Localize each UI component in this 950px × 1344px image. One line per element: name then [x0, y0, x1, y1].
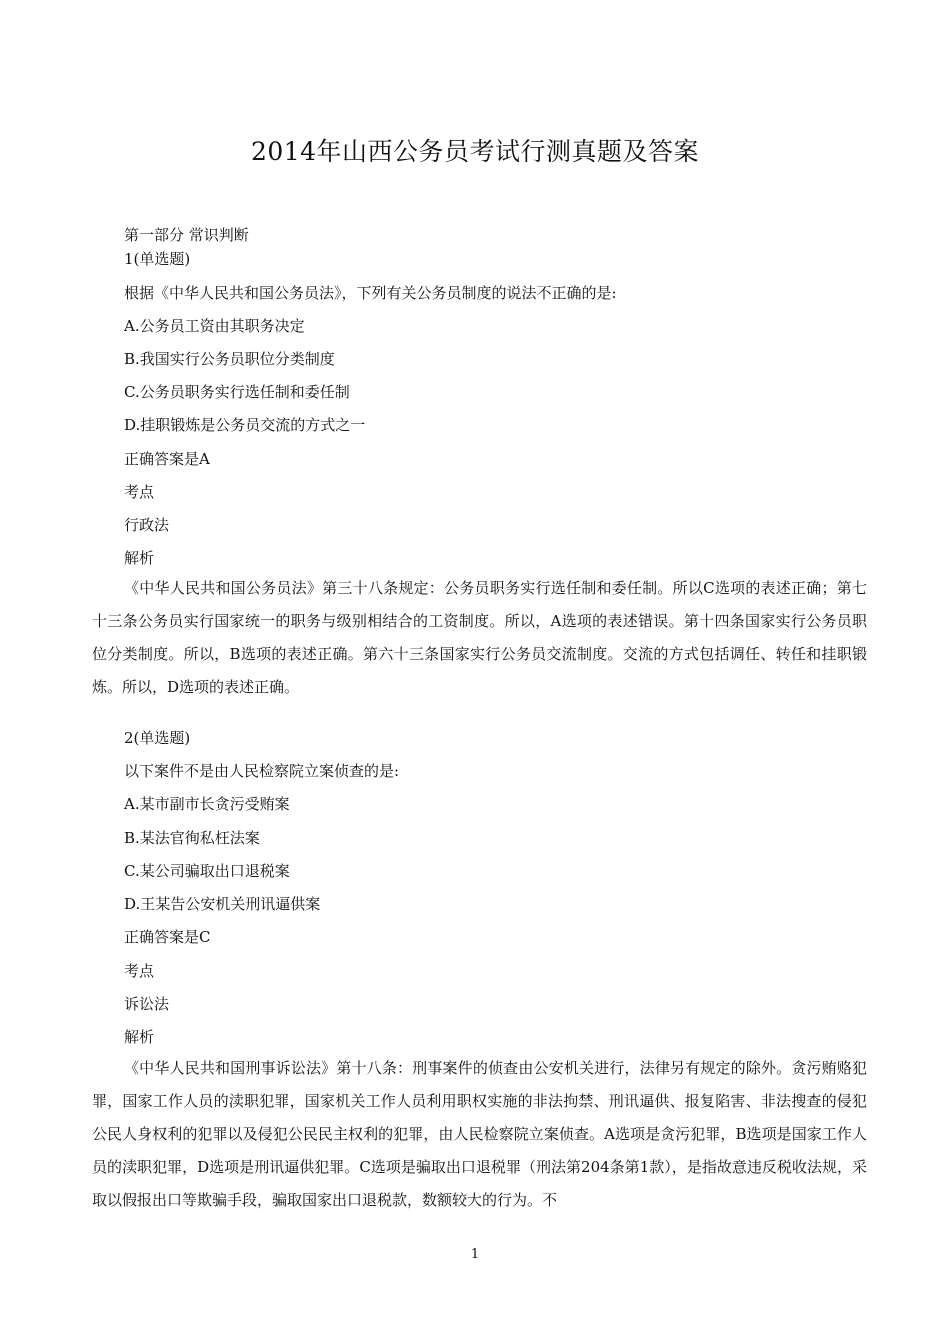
q2-option-c: C.某公司骗取出口退税案	[124, 862, 290, 880]
q2-answer: 正确答案是C	[124, 928, 211, 946]
q2-option-a: A.某市副市长贪污受贿案	[124, 795, 290, 813]
q1-option-c: C.公务员职务实行选任制和委任制	[124, 383, 350, 401]
q2-jiexi-label: 解析	[124, 1028, 155, 1046]
section-heading: 第一部分 常识判断	[124, 226, 249, 244]
q1-option-a: A.公务员工资由其职务决定	[124, 317, 305, 335]
q2-jiexi: 《中华人民共和国刑事诉讼法》第十八条：刑事案件的侦查由公安机关进行，法律另有规定的除外。贪污贿赂犯罪，国家工作人员的渎职犯罪，国家机关工作人员利用职权实施的非法拘禁、刑讯逼供、报复陷害、非法搜查的侵犯公民人身权利的犯罪以及侵犯公民民主权利的犯罪，由人民检察院立案侦查。A选项是贪污犯罪，B选项是国家工作人员的渎职犯罪，D选项是刑讯逼供犯罪。C选项是骗取出口退税罪（刑法第204条第1款），是指故意违反税收法规，采取以假报出口等欺骗手段，骗取国家出口退税款，数额较大的行为。不	[92, 1059, 867, 1209]
document-title: 2014年山西公务员考试行测真题及答案	[250, 137, 700, 166]
q2-option-d: D.王某告公安机关刑讯逼供案	[124, 895, 321, 913]
q1-kaodian: 行政法	[124, 516, 170, 534]
q2-stem: 以下案件不是由人民检察院立案侦查的是:	[124, 762, 400, 780]
q1-option-b: B.我国实行公务员职位分类制度	[124, 350, 335, 368]
q2-kaodian-label: 考点	[124, 962, 155, 980]
q2-type: 2(单选题)	[124, 729, 191, 747]
q1-jiexi: 《中华人民共和国公务员法》第三十八条规定：公务员职务实行选任制和委任制。所以C选项的表述正确；第七十三条公务员实行国家统一的职务与级别相结合的工资制度。所以，A选项的表述错误。第十四条国家实行公务员职位分类制度。所以，B选项的表述正确。第六十三条国家实行公务员交流制度。交流的方式包括调任、转任和挂职锻炼。所以，D选项的表述正确。	[92, 579, 867, 696]
q1-kaodian-label: 考点	[124, 483, 155, 501]
page-number: 1	[470, 1247, 480, 1262]
q1-type: 1(单选题)	[124, 250, 191, 268]
q2-kaodian: 诉讼法	[124, 995, 170, 1013]
q1-answer: 正确答案是A	[124, 450, 210, 468]
q1-stem: 根据《中华人民共和国公务员法》，下列有关公务员制度的说法不正确的是:	[124, 284, 617, 302]
q1-jiexi-label: 解析	[124, 549, 155, 567]
q2-option-b: B.某法官徇私枉法案	[124, 829, 260, 847]
q1-option-d: D.挂职锻炼是公务员交流的方式之一	[124, 416, 366, 434]
